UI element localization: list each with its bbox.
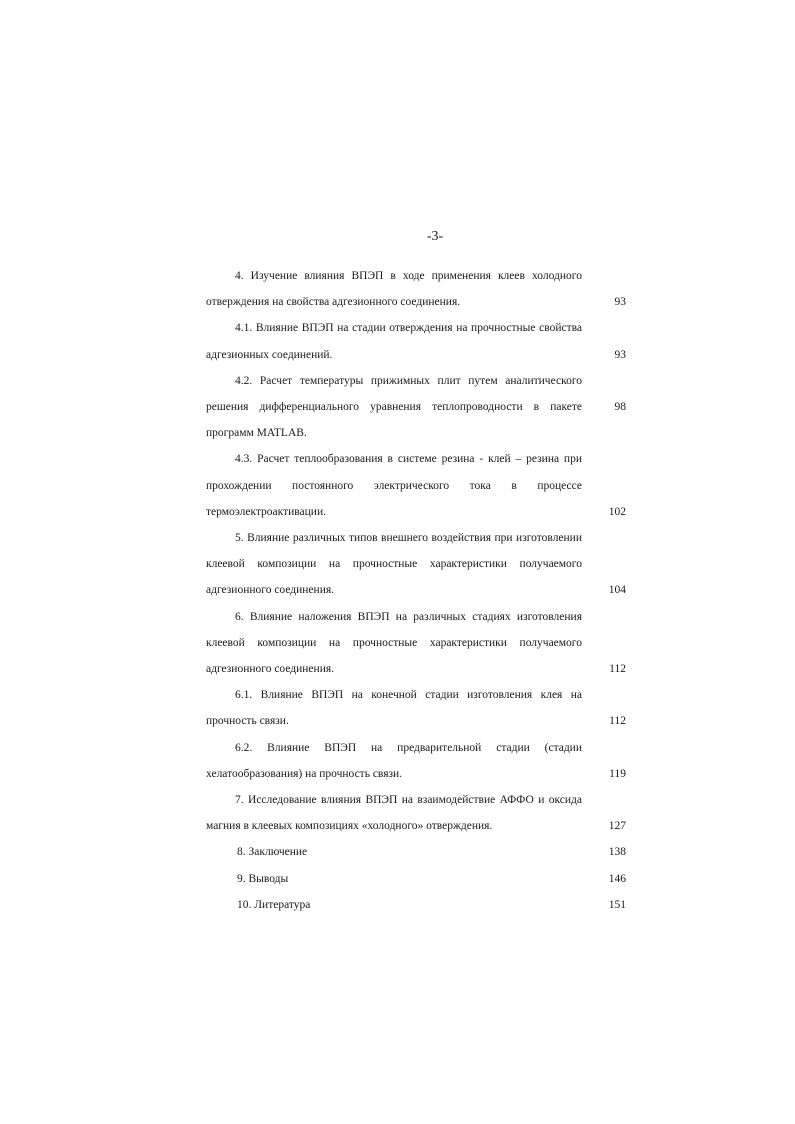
toc-entry-page: 119 (609, 767, 626, 780)
toc-entry-title: 5. Влияние различных типов внешнего воздействия при изготовлении клеевой композиции на прочностные характеристики получаемого адгезионного соединения. (206, 532, 582, 597)
toc-entry-title: 4.1. Влияние ВПЭП на стадии отверждения на прочностные свойства адгезионных соединений. (206, 322, 582, 361)
toc-entry-page: 151 (608, 898, 626, 911)
toc-entry (206, 604, 630, 683)
toc-entry-title: 8. Заключение (237, 846, 308, 859)
page-number: -3- (426, 229, 444, 244)
toc-entry (206, 866, 630, 892)
toc-entry-page: 98 (614, 401, 626, 414)
table-of-contents (206, 263, 630, 918)
toc-entry-page: 93 (614, 348, 626, 361)
toc-entry-page: 127 (608, 820, 626, 833)
toc-entry-page: 93 (614, 296, 626, 309)
toc-entry (206, 787, 630, 839)
toc-entry-title: 4.2. Расчет температуры прижимных плит путем аналитического решения дифференциального уравнения теплопроводности в пакете программ MATLAB. (206, 374, 582, 440)
toc-entry-page: 102 (608, 505, 626, 518)
toc-entry (206, 446, 630, 525)
toc-entry-page: 138 (608, 846, 626, 859)
toc-entry-title: 4. Изучение влияния ВПЭП в ходе применения клеев холодного отверждения на свойства адгезионного соединения. (206, 270, 582, 309)
toc-entry-title: 10. Литература (237, 898, 311, 911)
toc-entry (206, 892, 630, 918)
toc-entry (206, 525, 630, 604)
toc-entry-title: 6.2. Влияние ВПЭП на предварительной стадии (стадии хелатообразования) на прочность связи. (206, 741, 582, 780)
toc-entry (206, 263, 630, 315)
toc-entry (206, 315, 630, 367)
toc-entry-title: 4.3. Расчет теплообразования в системе резина - клей – резина при прохождении постоянного электрического тока в процессе термоэлектроактивации. (206, 453, 582, 518)
toc-entry (206, 735, 630, 787)
toc-entry (206, 839, 630, 865)
toc-entry-title: 9. Выводы (237, 872, 289, 885)
toc-entry-page: 146 (608, 872, 626, 885)
toc-entry-page: 112 (609, 663, 626, 676)
toc-entry-page: 104 (608, 584, 626, 597)
toc-entry (206, 368, 630, 447)
toc-entry-page: 112 (609, 715, 626, 728)
toc-entry (206, 682, 630, 734)
toc-entry-title: 6.1. Влияние ВПЭП на конечной стадии изготовления клея на прочность связи. (206, 689, 582, 728)
toc-entry-title: 7. Исследование влияния ВПЭП на взаимодействие АФФО и оксида магния в клеевых композициях «холодного» отверждения. (206, 794, 582, 833)
toc-entry-title: 6. Влияние наложения ВПЭП на различных стадиях изготовления клеевой композиции на прочностные характеристики получаемого адгезионного соединения. (206, 610, 582, 676)
